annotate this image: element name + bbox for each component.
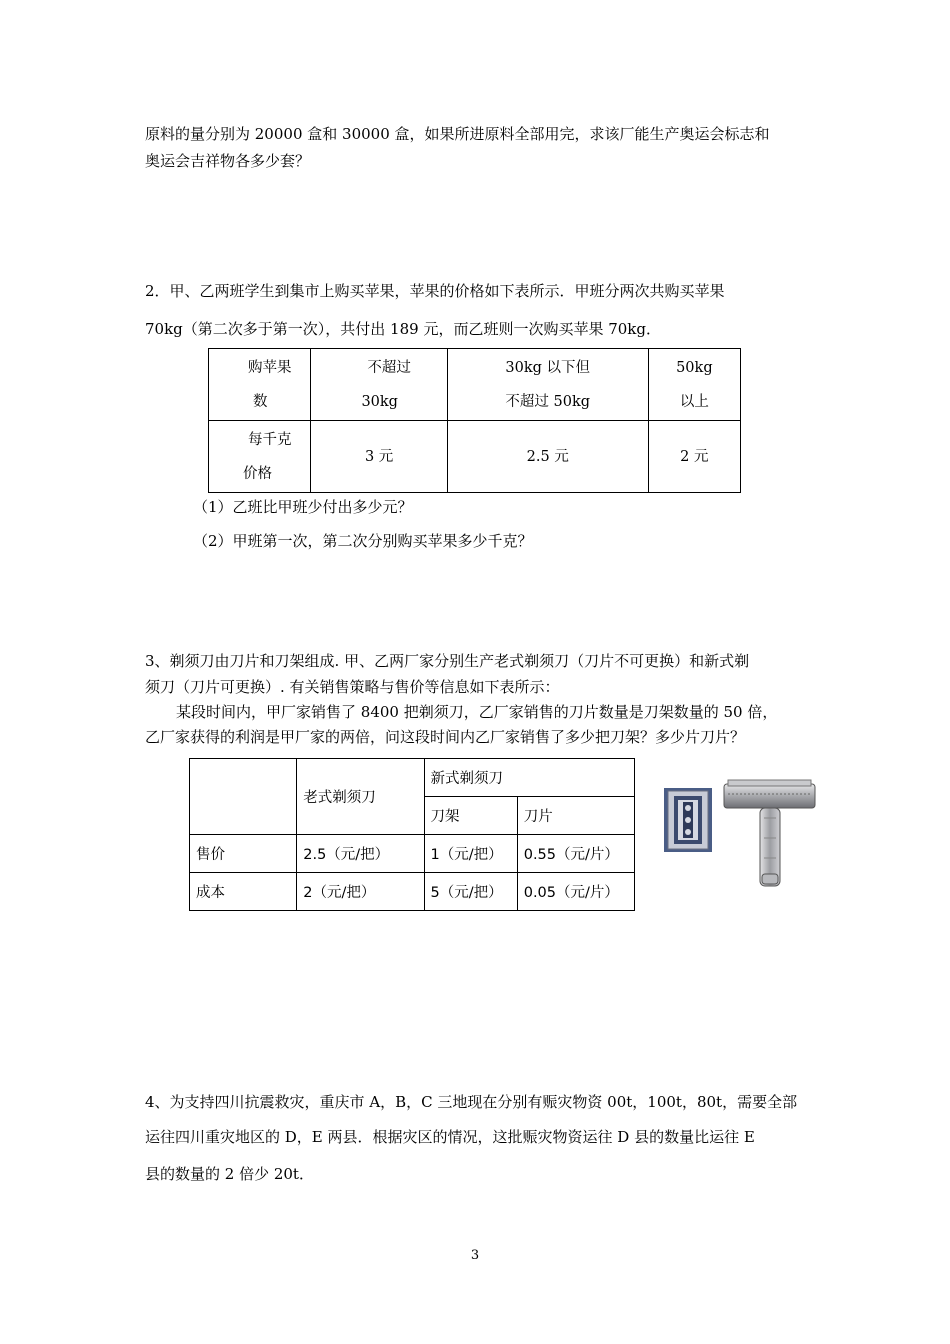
table-row-label: 售价 [190, 835, 297, 873]
table-cell: 2 元 [648, 421, 740, 493]
table-cell: 2（元/把） [297, 873, 424, 911]
table-header-blade: 刀片 [517, 797, 634, 835]
q4-line-2: 运往四川重灾地区的 D，E 两县．根据灾区的情况，这批赈灾物资运往 D 县的数量比运往 E [145, 1128, 755, 1146]
table-cell: 1（元/把） [424, 835, 517, 873]
table-cell: 2.5 元 [447, 421, 648, 493]
table-row-label: 成本 [190, 873, 297, 911]
intro-line-1: 原料的量分别为 20000 盒和 30000 盒，如果所进原料全部用完，求该厂能生产奥运会标志和 [145, 125, 770, 143]
table-cell: 2.5（元/把） [297, 835, 424, 873]
table-row-label: 每千克 价格 [209, 421, 311, 493]
table-cell: 3 元 [311, 421, 447, 493]
table-header-new: 新式剃须刀 [424, 759, 634, 797]
q2-line-1: 2．甲、乙两班学生到集市上购买苹果，苹果的价格如下表所示．甲班分两次共购买苹果 [145, 282, 725, 300]
table-header-cell: 不超过 30kg [311, 349, 447, 421]
table-header-cell: 购苹果 数 [209, 349, 311, 421]
q2-sub-question-2: （2）甲班第一次，第二次分别购买苹果多少千克？ [193, 532, 533, 550]
table-header-frame: 刀架 [424, 797, 517, 835]
page-number: 3 [470, 1248, 480, 1263]
q3-line-3: 某段时间内，甲厂家销售了 8400 把剃须刀，乙厂家销售的刀片数量是刀架数量的 50 倍， [176, 703, 778, 721]
q2-sub-question-1: （1）乙班比甲班少付出多少元？ [193, 498, 413, 516]
table-cell: 5（元/把） [424, 873, 517, 911]
q3-line-1: 3、剃须刀由刀片和刀架组成. 甲、乙两厂家分别生产老式剃须刀（刀片不可更换）和新式剃 [145, 652, 750, 670]
razor-info-table [189, 758, 635, 911]
table-cell: 0.55（元/片） [517, 835, 634, 873]
table-cell: 0.05（元/片） [517, 873, 634, 911]
q3-line-4: 乙厂家获得的利润是甲厂家的两倍，问这段时间内乙厂家销售了多少把刀架？多少片刀片？ [145, 728, 746, 746]
razor-holder-image [722, 778, 817, 890]
q4-line-1: 4、为支持四川抗震救灾，重庆市 A，B，C 三地现在分别有赈灾物资 00t，100t，80t，需要全部 [145, 1093, 798, 1111]
intro-line-2: 奥运会吉祥物各多少套？ [145, 152, 311, 170]
q3-line-2: 须刀（刀片可更换）. 有关销售策略与售价等信息如下表所示： [145, 678, 560, 696]
table-header-old: 老式剃须刀 [297, 759, 424, 835]
q2-line-2: 70kg（第二次多于第一次），共付出 189 元，而乙班则一次购买苹果 70kg． [145, 320, 661, 338]
table-empty-corner [190, 759, 297, 835]
table-header-cell: 30kg 以下但 不超过 50kg [447, 349, 648, 421]
table-header-cell: 50kg 以上 [648, 349, 740, 421]
apple-price-table [208, 348, 741, 493]
razor-blade-image [664, 788, 712, 852]
q4-line-3: 县的数量的 2 倍少 20t． [145, 1165, 314, 1183]
